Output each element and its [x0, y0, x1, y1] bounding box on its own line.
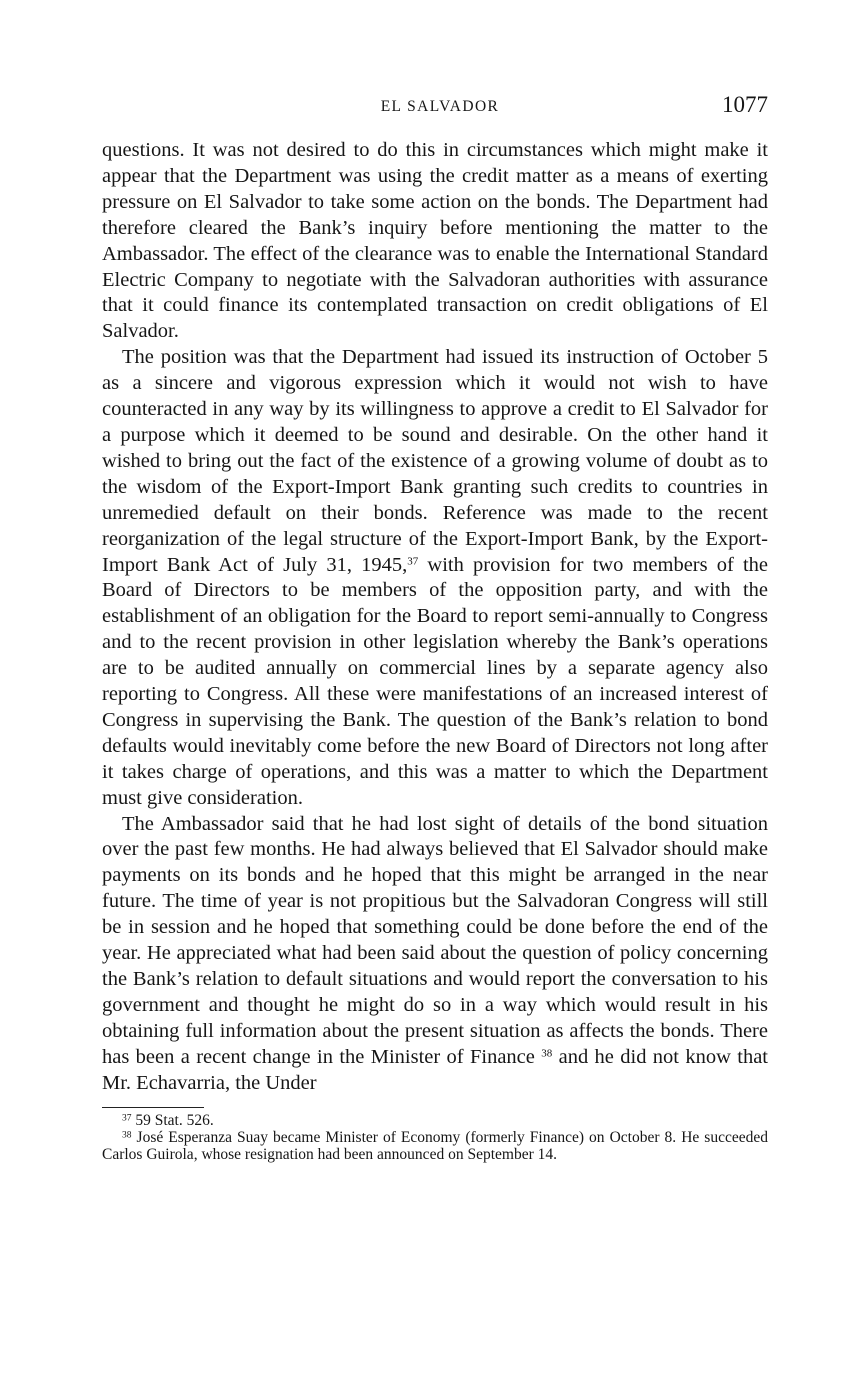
paragraph-2-text-b: with provision for two members of the Board of Directors to be members of the opposition party, and with the establishment of an obligation for the Board to report semi-annually to Congress and to the recent provision in other legislation whereby the Bank’s operations are to be audited annually on commercial lines by a separate agency also reporting to Congress. All these were manifestations of an increased interest of Congress in supervising the Bank. The question of the Bank’s relation to bond defaults would inevitably come before the new Board of Directors not long after it takes charge of operations, and this was a matter to which the Department must give consideration. — [102, 553, 768, 809]
running-title: EL SALVADOR — [380, 98, 500, 115]
footnote-divider — [102, 1107, 204, 1108]
document-page — [102, 92, 768, 1163]
paragraph-3-text-b: and he did not know that Mr. Echavarria, the Under — [102, 1045, 769, 1094]
paragraph-2-text-a: The position was that the Department had issued its instruction of October 5 as a sincere and vigorous expression which it would not wish to have counteracted in any way by its willingness to approve a credit to El Salvador for a purpose which it deemed to be sound and desirable. On the other hand it wished to bring out the fact of the existence of a growing volume of doubt as to the wisdom of the Export-Import Bank granting such credits to countries in unremedied default on their bonds. Reference was made to the recent reorganization of the legal structure of the Export-Import Bank, by the Export-Import Bank Act of July 31, 1945, — [102, 346, 768, 576]
footnotes — [102, 1112, 768, 1163]
paragraph-2 — [102, 345, 768, 811]
footnote-38-mark: 38 — [122, 1129, 132, 1140]
body-text — [102, 138, 768, 1097]
paragraph-3 — [102, 812, 768, 1097]
footnote-37 — [102, 1112, 768, 1129]
footnote-37-text: 59 Stat. 526. — [131, 1111, 214, 1129]
running-header — [102, 92, 768, 126]
paragraph-1: questions. It was not desired to do this in circumstances which might make it appear that the Department was using the credit matter as a means of exerting pressure on El Salvador to take some action on the bonds. The Department had therefore cleared the Bank’s inquiry before mentioning the matter to the Ambassador. The effect of the clearance was to enable the International Standard Electric Company to negotiate with the Salvadoran authorities with assurance that it could finance its contemplated transaction on credit obligations of El Salvador. — [102, 139, 768, 343]
footnote-38-text: José Esperanza Suay became Minister of Economy (formerly Finance) on October 8. He succeeded Carlos Guirola, whose resignation had been announced on September 14. — [102, 1128, 768, 1163]
footnote-37-mark: 37 — [122, 1112, 132, 1123]
paragraph-3-text-a: The Ambassador said that he had lost sight of details of the bond situation over the past few months. He had always believed that El Salvador should make payments on its bonds and he hoped that this might be arranged in the near future. The time of year is not propitious but the Salvadoran Congress will still be in session and he hoped that something could be done before the end of the year. He appreciated what had been said about the question of policy concerning the Bank’s relation to default situations and would report the conversation to his government and thought he might do so in a way which would result in his obtaining full information about the present situation as affects the bonds. There has been a recent change in the Minister of Finance — [102, 812, 768, 1068]
page-number: 1077 — [722, 92, 768, 117]
footnote-ref-38: 38 — [541, 1047, 553, 1060]
footnote-38 — [102, 1129, 768, 1163]
footnote-ref-37: 37 — [407, 554, 419, 567]
